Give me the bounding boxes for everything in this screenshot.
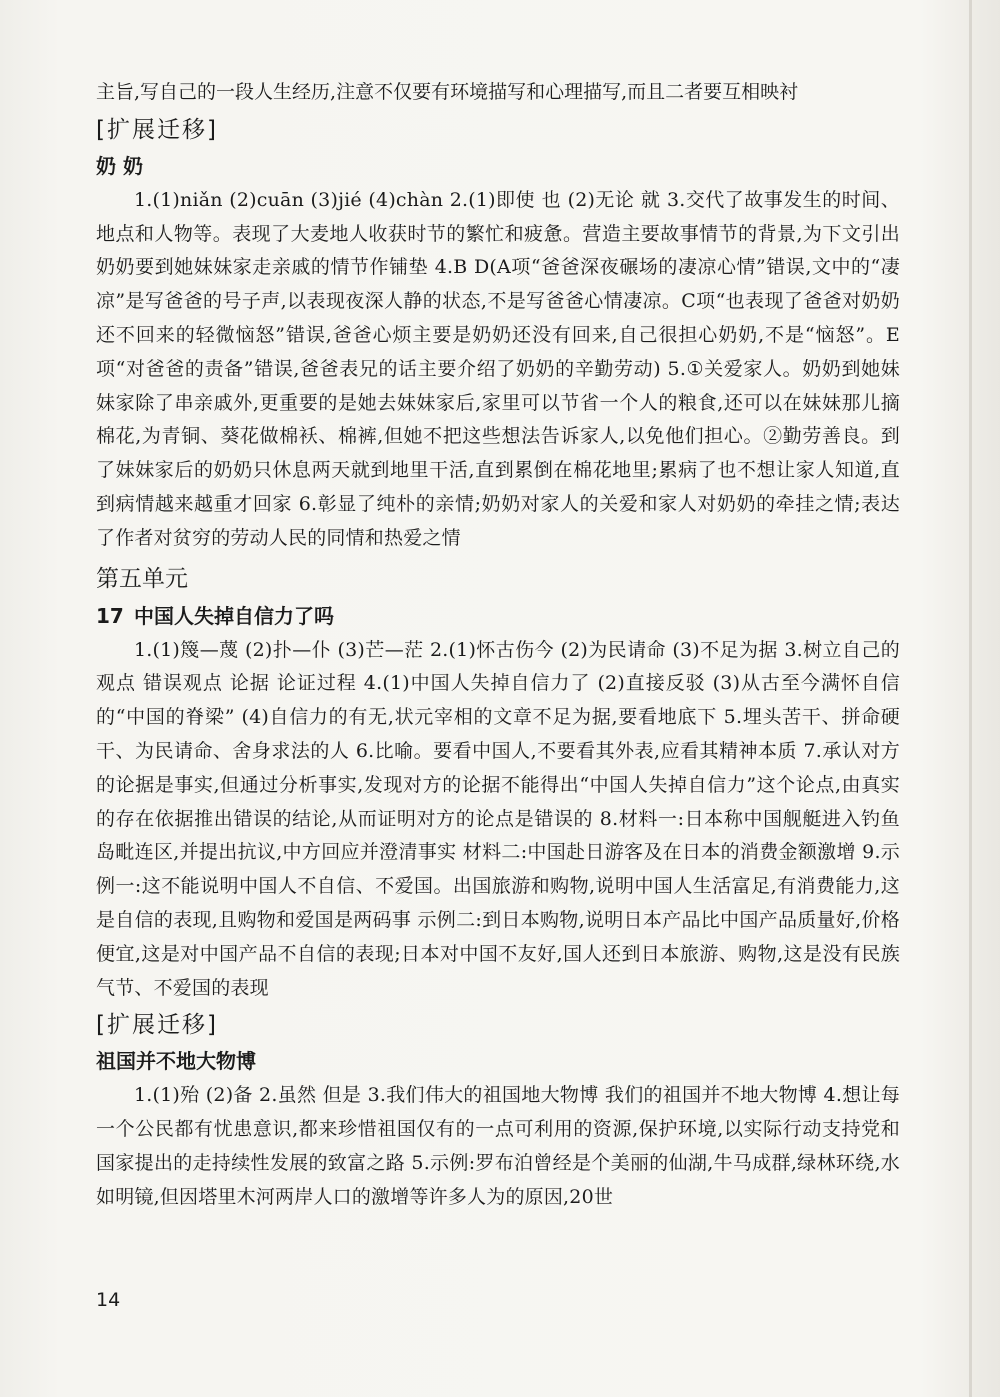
section-tag-extension-2: [扩展迁移] [96,1012,218,1039]
page-content [96,76,900,1215]
intro-line: 主旨,写自己的一段人生经历,注意不仅要有环境描写和心理描写,而且二者要互相映衬 [96,81,799,103]
page-number: 14 [96,1289,121,1311]
lesson-number: 17 [96,603,124,628]
page-fold-shadow [969,0,972,1397]
lesson-name: 中国人失掉自信力了吗 [134,603,334,628]
answer-paragraph-motherland: 1.(1)殆 (2)备 2.虽然 但是 3.我们伟大的祖国地大物博 我们的祖国并不地大物博 4.想让每一个公民都有忧患意识,都来珍惜祖国仅有的一点可利用的资源,保护环境,以实际行动支持党和国家提出的走持续性发展的致富之路 5.示例:罗布泊曾经是个美丽的仙湖,牛马成群,绿林环绕,水如明镜,但因塔里木河两岸人口的激增等许多人为的原因,20世 [96,1084,900,1208]
answer-paragraph-lesson17: 1.(1)篾—蔑 (2)扑—仆 (3)芒—茫 2.(1)怀古伤今 (2)为民请命 (3)不足为据 3.树立自己的观点 错误观点 论据 论证过程 4.(1)中国人失掉自信力了 (2)直接反驳 (3)从古至今满怀自信的“中国的脊梁” (4)自信力的有无,状元宰相的文章不足为据,要看地底下 5.埋头苦干、拼命硬干、为民请命、舍身求法的人 6.比喻。要看中国人,不要看其外表,应看其精神本质 7.承认对方的论据是事实,但通过分析事实,发现对方的论据不能得出“中国人失掉自信力”这个论点,由真实的存在依据推出错误的结论,从而证明对方的论点是错误的 8.材料一:日本称中国舰艇进入钓鱼岛毗连区,并提出抗议,中方回应并澄清事实 材料二:中国赴日游客及在日本的消费金额激增 9.示例一:这不能说明中国人不自信、不爱国。出国旅游和购物,说明中国人生活富足,有消费能力,这是自信的表现,且购物和爱国是两码事 示例二:到日本购物,说明日本产品比中国产品质量好,价格便宜,这是对中国产品不自信的表现;日本对中国不友好,国人还到日本旅游、购物,这是没有民族气节、不爱国的表现 [96,638,900,999]
answer-paragraph-nainai: 1.(1)niǎn (2)cuān (3)jié (4)chàn 2.(1)即使 也 (2)无论 就 3.交代了故事发生的时间、地点和人物等。表现了大麦地人收获时节的繁忙和疲惫。营造主要故事情节的背景,为下文引出奶奶要到她妹妹家走亲戚的情节作铺垫 4.B D(A项“爸爸深夜碾场的凄凉心情”错误,文中的“凄凉”是写爸爸的号子声,以表现夜深人静的状态,不是写爸爸心情凄凉。C项“也表现了爸爸对奶奶还不回来的轻微恼怒”错误,爸爸心烦主要是奶奶还没有回来,自己很担心奶奶,不是“恼怒”。E项“对爸爸的责备”错误,爸爸表兄的话主要介绍了奶奶的辛勤劳动) 5.①关爱家人。奶奶到她妹妹家除了串亲戚外,更重要的是她去妹妹家后,家里可以节省一个人的粮食,还可以在妹妹那儿摘棉花,为青铜、葵花做棉袄、棉裤,但她不把这些想法告诉家人,以免他们担心。②勤劳善良。到了妹妹家后的奶奶只休息两天就到地里干活,直到累倒在棉花地里;累病了也不想让家人知道,直到病情越来越重才回家 6.彰显了纯朴的亲情;奶奶对家人的关爱和家人对奶奶的牵挂之情;表达了作者对贫穷的劳动人民的同情和热爱之情 [96,188,900,549]
section-title-nainai: 奶 奶 [96,153,143,178]
unit-title: 第五单元 [96,565,188,592]
section-title-motherland: 祖国并不地大物博 [96,1049,256,1074]
section-tag-extension: [扩展迁移] [96,116,218,143]
lesson-title [96,598,900,634]
